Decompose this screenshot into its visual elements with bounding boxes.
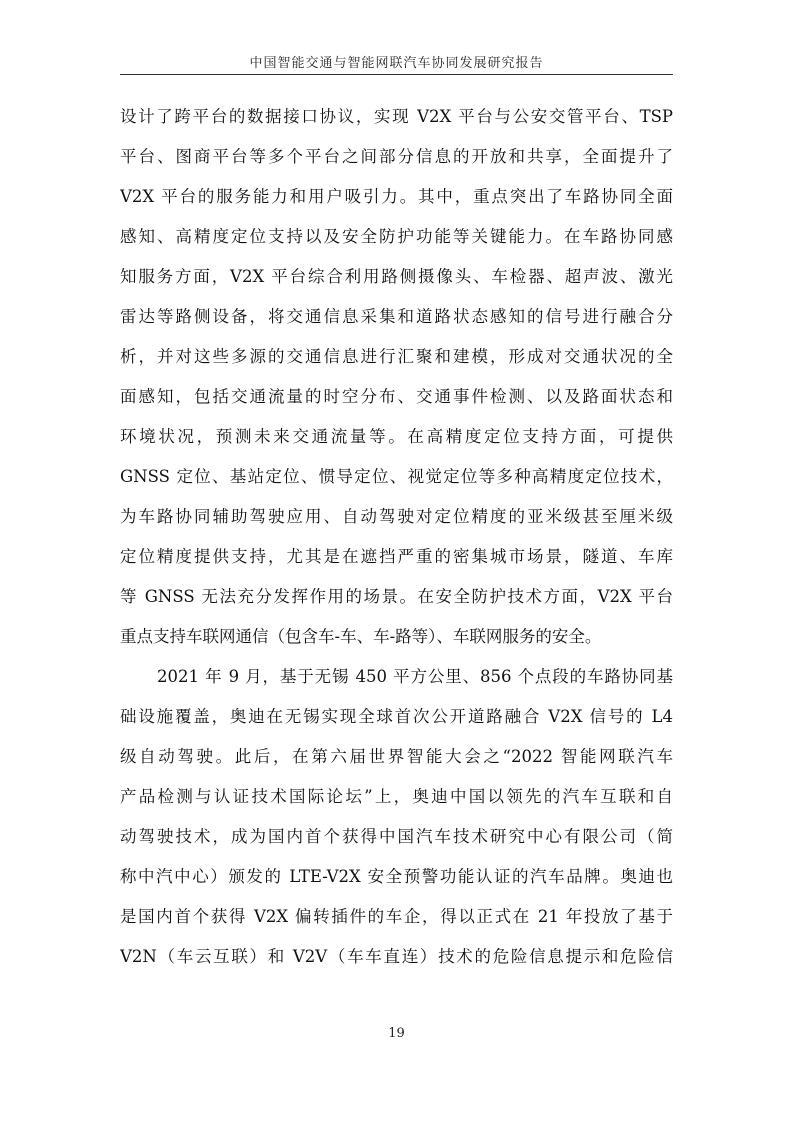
text-line: 平台、图商平台等多个平台之间部分信息的开放和共享，全面提升了: [120, 147, 673, 166]
text-line: 级自动驾驶。此后，在第六届世界智能大会之“2022 智能网联汽车: [120, 747, 673, 766]
text-line: 动驾驶技术，成为国内首个获得中国汽车技术研究中心有限公司（简: [120, 827, 673, 846]
text-line: 称中汽中心）颁发的 LTE-V2X 安全预警功能认证的汽车品牌。奥迪也: [120, 867, 673, 886]
page-number: 19: [388, 1026, 405, 1041]
header-rule: [120, 74, 673, 75]
text-line: 设计了跨平台的数据接口协议，实现 V2X 平台与公安交管平台、TSP: [120, 107, 673, 126]
text-line: 为车路协同辅助驾驶应用、自动驾驶对定位精度的亚米级甚至厘米级: [120, 507, 673, 526]
text-line: 感知、高精度定位支持以及安全防护功能等关键能力。在车路协同感: [120, 227, 673, 246]
text-line: V2N（车云互联）和 V2V（车车直连）技术的危险信息提示和危险信: [120, 947, 673, 966]
text-line: 面感知，包括交通流量的时空分布、交通事件检测、以及路面状态和: [120, 387, 673, 406]
text-line: GNSS 定位、基站定位、惯导定位、视觉定位等多种高精度定位技术，: [120, 467, 673, 486]
text-line: 等 GNSS 无法充分发挥作用的场景。在安全防护技术方面，V2X 平台: [120, 587, 673, 606]
text-line: 知服务方面，V2X 平台综合利用路侧摄像头、车检器、超声波、激光: [120, 267, 673, 286]
text-line: V2X 平台的服务能力和用户吸引力。其中，重点突出了车路协同全面: [120, 187, 673, 206]
text-line: 础设施覆盖，奥迪在无锡实现全球首次公开道路融合 V2X 信号的 L4: [120, 707, 673, 726]
text-line: 是国内首个获得 V2X 偏转插件的车企，得以正式在 21 年投放了基于: [120, 907, 673, 926]
running-header: 中国智能交通与智能网联汽车协同发展研究报告: [249, 56, 544, 71]
text-line-paragraph-end: 重点支持车联网通信（包含车-车、车-路等）、车联网服务的安全。: [120, 627, 602, 646]
text-line: 定位精度提供支持，尤其是在遮挡严重的密集城市场景，隧道、车库: [120, 547, 673, 566]
text-line: 析，并对这些多源的交通信息进行汇聚和建模，形成对交通状况的全: [120, 347, 673, 366]
text-line: 产品检测与认证技术国际论坛”上，奥迪中国以领先的汽车互联和自: [120, 787, 673, 806]
text-line: 环境状况，预测未来交通流量等。在高精度定位支持方面，可提供: [120, 427, 673, 446]
body-text: [120, 97, 673, 977]
text-line: 雷达等路侧设备，将交通信息采集和道路状态感知的信号进行融合分: [120, 307, 673, 326]
text-line-paragraph-start: 2021 年 9 月，基于无锡 450 平方公里、856 个点段的车路协同基: [157, 667, 673, 686]
